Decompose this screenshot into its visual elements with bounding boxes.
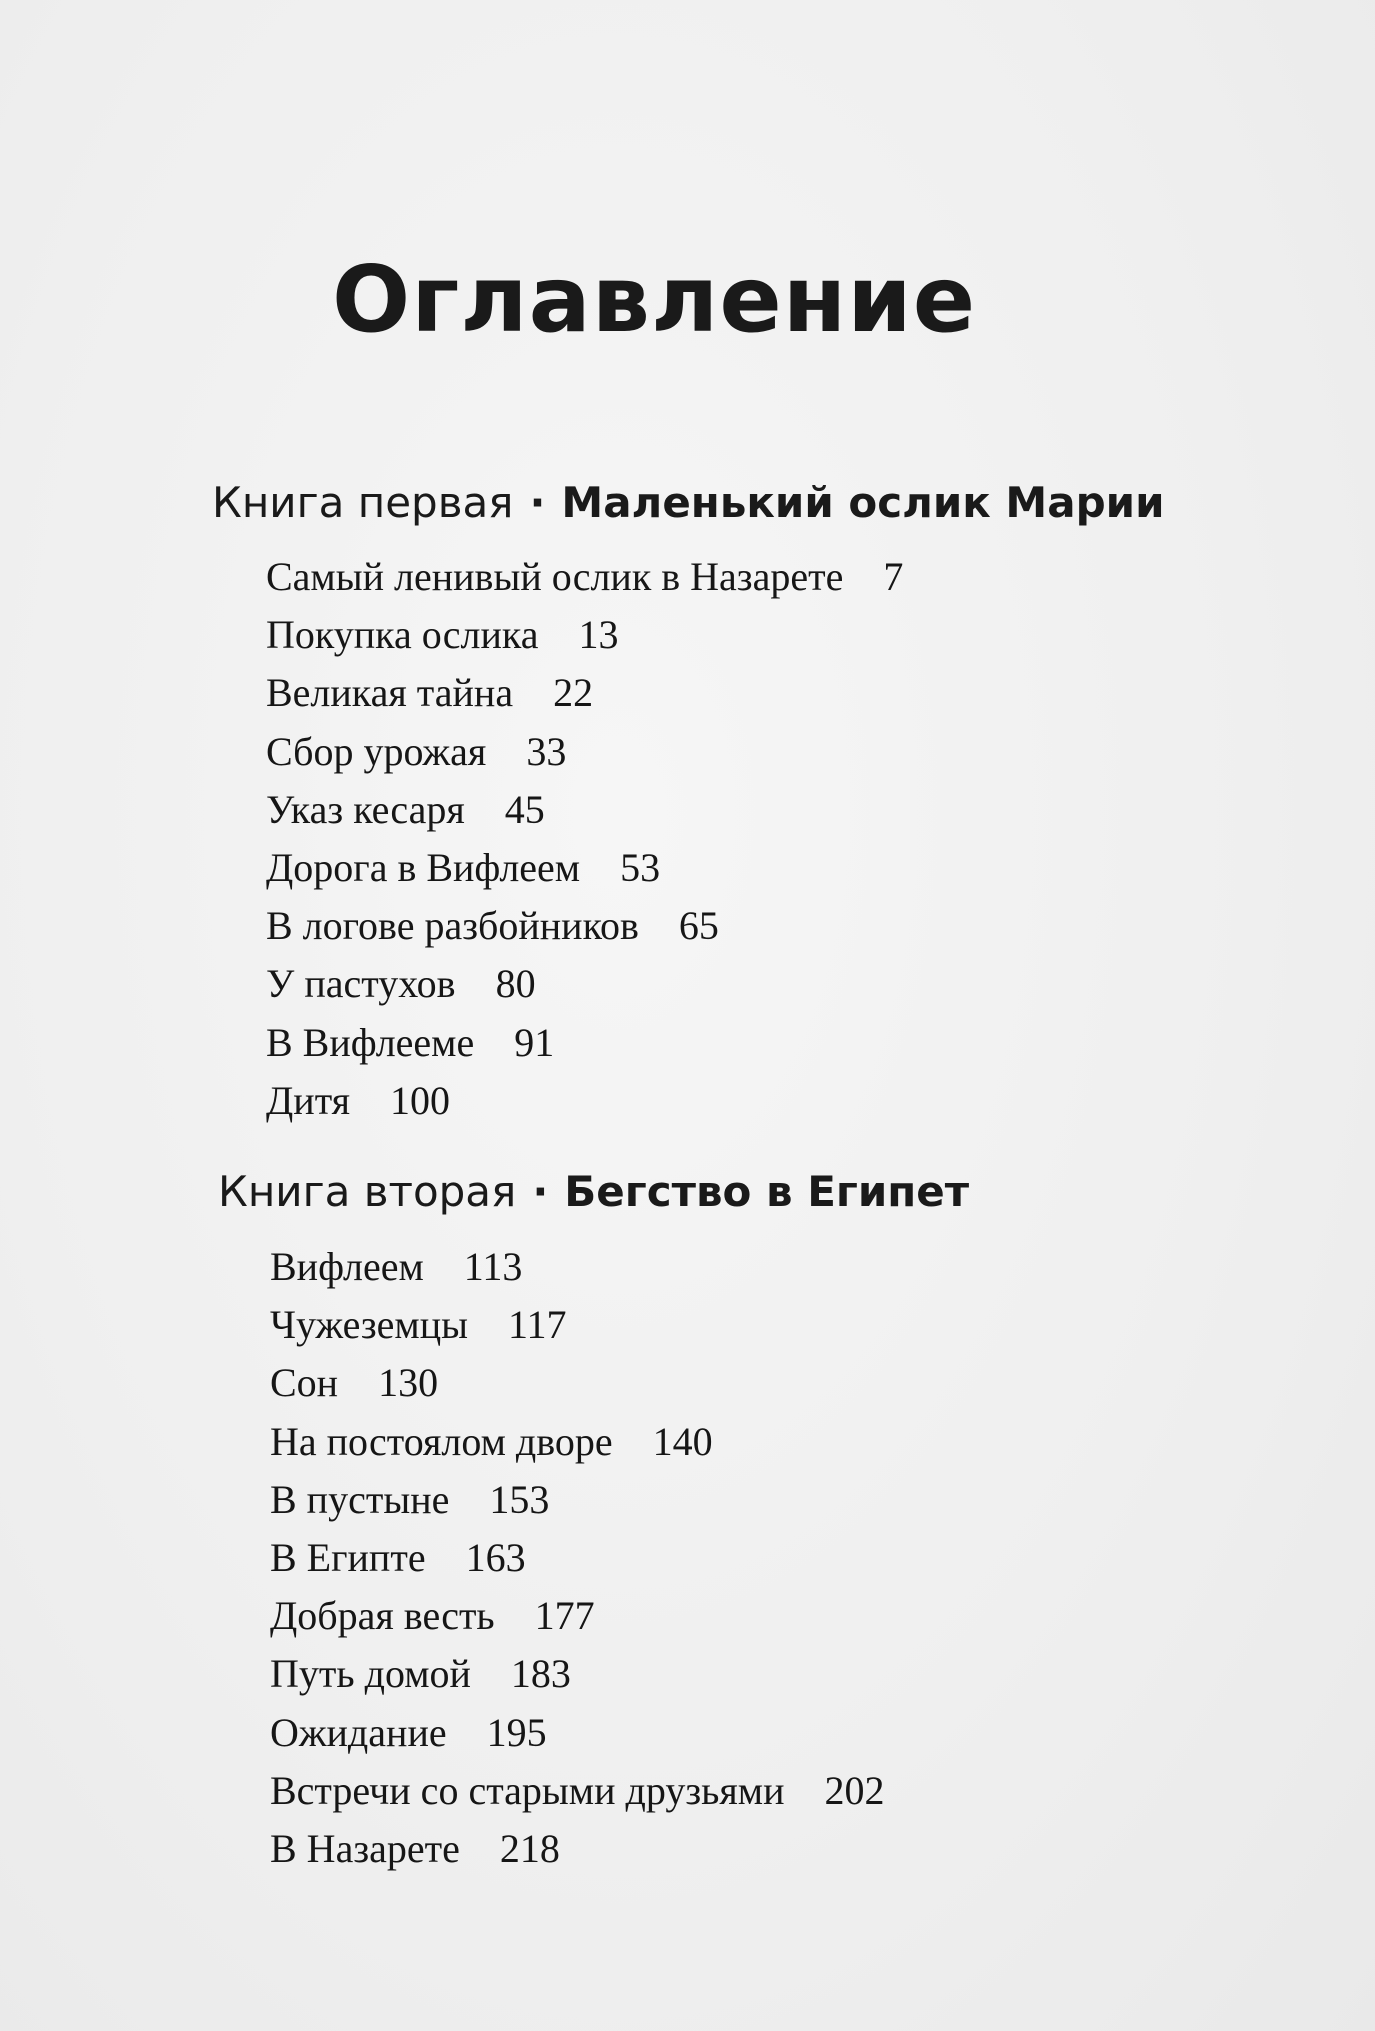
toc-entry[interactable]	[266, 664, 903, 722]
chapter-title: Дорога в Вифлеем	[266, 844, 581, 890]
toc-entry[interactable]	[270, 1587, 885, 1645]
page-number: 80	[495, 961, 536, 1007]
toc-entry[interactable]	[266, 839, 903, 897]
chapter-title: Добрая весть	[270, 1593, 495, 1639]
book-one-chapter-list	[266, 548, 903, 1130]
toc-entry[interactable]	[270, 1471, 885, 1529]
toc-entry[interactable]	[266, 955, 903, 1013]
page-number: 130	[378, 1360, 439, 1406]
chapter-title: Сон	[270, 1360, 339, 1406]
toc-entry[interactable]	[266, 1014, 903, 1072]
toc-entry[interactable]	[266, 606, 903, 664]
book-one-label: Книга первая	[212, 478, 514, 527]
page-title: Оглавление	[332, 246, 977, 353]
chapter-title: В Вифлееме	[266, 1019, 475, 1065]
chapter-title: Путь домой	[270, 1651, 471, 1697]
book-two-heading	[218, 1167, 969, 1216]
toc-entry[interactable]	[266, 548, 903, 606]
book-two-name: Бегство в Египет	[564, 1167, 970, 1216]
toc-entry[interactable]	[266, 723, 903, 781]
toc-entry[interactable]	[270, 1704, 885, 1762]
page-number: 91	[514, 1019, 555, 1065]
page-number: 33	[526, 728, 567, 774]
chapter-title: В Египте	[270, 1534, 426, 1580]
page-number: 22	[553, 670, 594, 716]
chapter-title: Сбор урожая	[266, 728, 487, 774]
book-two-separator: ·	[532, 1167, 549, 1216]
page-number: 7	[883, 554, 904, 599]
chapter-title: Вифлеем	[270, 1244, 424, 1289]
page-number: 100	[390, 1077, 451, 1123]
toc-entry[interactable]	[266, 1072, 903, 1130]
book-one-name: Маленький ослик Марии	[561, 478, 1165, 527]
toc-entry[interactable]	[270, 1354, 885, 1412]
chapter-title: Указ кесаря	[266, 786, 465, 832]
chapter-title: Покупка ослика	[266, 612, 539, 658]
page-number: 65	[678, 903, 719, 949]
book-two-chapter-list	[270, 1238, 885, 1878]
toc-entry[interactable]	[270, 1238, 885, 1296]
page-number: 195	[486, 1709, 547, 1755]
toc-entry[interactable]	[270, 1820, 885, 1878]
chapter-title: Дитя	[266, 1077, 351, 1123]
page-number: 153	[489, 1476, 550, 1522]
toc-entry[interactable]	[266, 897, 903, 955]
page-number: 218	[499, 1825, 560, 1871]
chapter-title: У пастухов	[266, 961, 456, 1007]
toc-entry[interactable]	[270, 1762, 885, 1820]
toc-entry[interactable]	[270, 1413, 885, 1471]
chapter-title: В Назарете	[270, 1825, 460, 1871]
toc-entry[interactable]	[270, 1645, 885, 1703]
chapter-title: Самый ленивый ослик в Назарете	[266, 554, 844, 599]
book-one-heading	[212, 478, 1165, 527]
toc-entry[interactable]	[270, 1529, 885, 1587]
page-number: 202	[824, 1767, 885, 1813]
toc-entry[interactable]	[270, 1296, 885, 1354]
book-two-label: Книга вторая	[218, 1167, 517, 1216]
book-one-separator: ·	[529, 478, 546, 527]
chapter-title: Великая тайна	[266, 670, 514, 716]
page-number: 140	[652, 1418, 713, 1464]
chapter-title: Встречи со старыми друзьями	[270, 1767, 785, 1813]
page-number: 183	[510, 1651, 571, 1697]
chapter-title: В пустыне	[270, 1476, 450, 1522]
page-number: 113	[463, 1244, 523, 1289]
page-number: 53	[620, 844, 661, 890]
page-number: 163	[465, 1534, 526, 1580]
page-number: 13	[578, 612, 619, 658]
chapter-title: Чужеземцы	[270, 1302, 468, 1348]
chapter-title: Ожидание	[270, 1709, 447, 1755]
page-number: 117	[507, 1302, 567, 1348]
chapter-title: На постоялом дворе	[270, 1418, 613, 1464]
chapter-title: В логове разбойников	[266, 903, 639, 949]
page-number: 45	[504, 786, 545, 832]
toc-entry[interactable]	[266, 781, 903, 839]
page-number: 177	[534, 1593, 595, 1639]
